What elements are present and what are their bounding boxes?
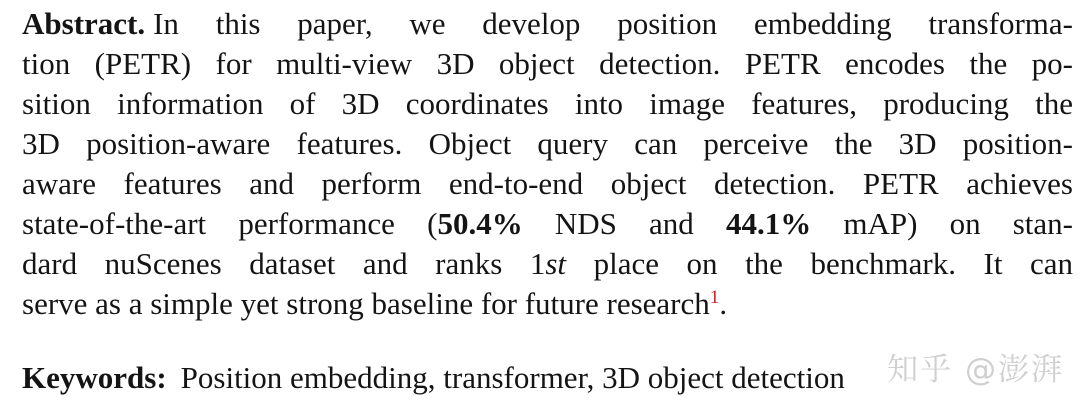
- abstract-line-1: [22, 4, 1073, 44]
- abstract-text: NDS and: [522, 206, 726, 241]
- abstract-text: sition information of 3D coordinates into image features, producing the: [22, 86, 1073, 121]
- abstract-text: .: [719, 286, 728, 321]
- metric-nds-value: 50.4%: [437, 206, 523, 241]
- abstract-line-8: [22, 284, 1073, 329]
- footnote-marker-link: 1: [709, 287, 720, 309]
- keywords-line: [22, 358, 1073, 398]
- abstract-line-3: [22, 84, 1073, 124]
- abstract-line-7: [22, 244, 1073, 284]
- abstract-line-2: [22, 44, 1073, 84]
- metric-map-value: 44.1%: [725, 206, 812, 241]
- abstract-line-6: [22, 204, 1073, 244]
- abstract-text: state-of-the-art performance (: [22, 206, 438, 241]
- abstract-text: tion (PETR) for multi-view 3D object detection. PETR encodes the po-: [22, 46, 1073, 81]
- abstract-heading: Abstract.: [22, 6, 146, 41]
- abstract-line-5: [22, 164, 1073, 204]
- abstract-text: serve as a simple yet strong baseline for future research: [22, 286, 710, 321]
- abstract-text: In this paper, we develop position embedding transforma-: [153, 6, 1073, 41]
- abstract-text: mAP) on stan-: [811, 206, 1073, 241]
- abstract-line-4: [22, 124, 1073, 164]
- abstract-text: place on the benchmark. It can: [566, 246, 1073, 281]
- zhihu-watermark: 知乎 @澎湃: [887, 352, 1064, 388]
- abstract-text: aware features and perform end-to-end object detection. PETR achieves: [22, 166, 1073, 201]
- rank-ordinal-suffix: st: [545, 246, 567, 281]
- keywords-label: Keywords:: [22, 360, 167, 395]
- abstract-text: dard nuScenes dataset and ranks 1: [22, 246, 546, 281]
- abstract-text: 3D position-aware features. Object query can perceive the 3D position-: [22, 126, 1073, 161]
- keywords-text: Position embedding, transformer, 3D object detection: [180, 360, 845, 395]
- abstract-paragraph: [22, 4, 1073, 329]
